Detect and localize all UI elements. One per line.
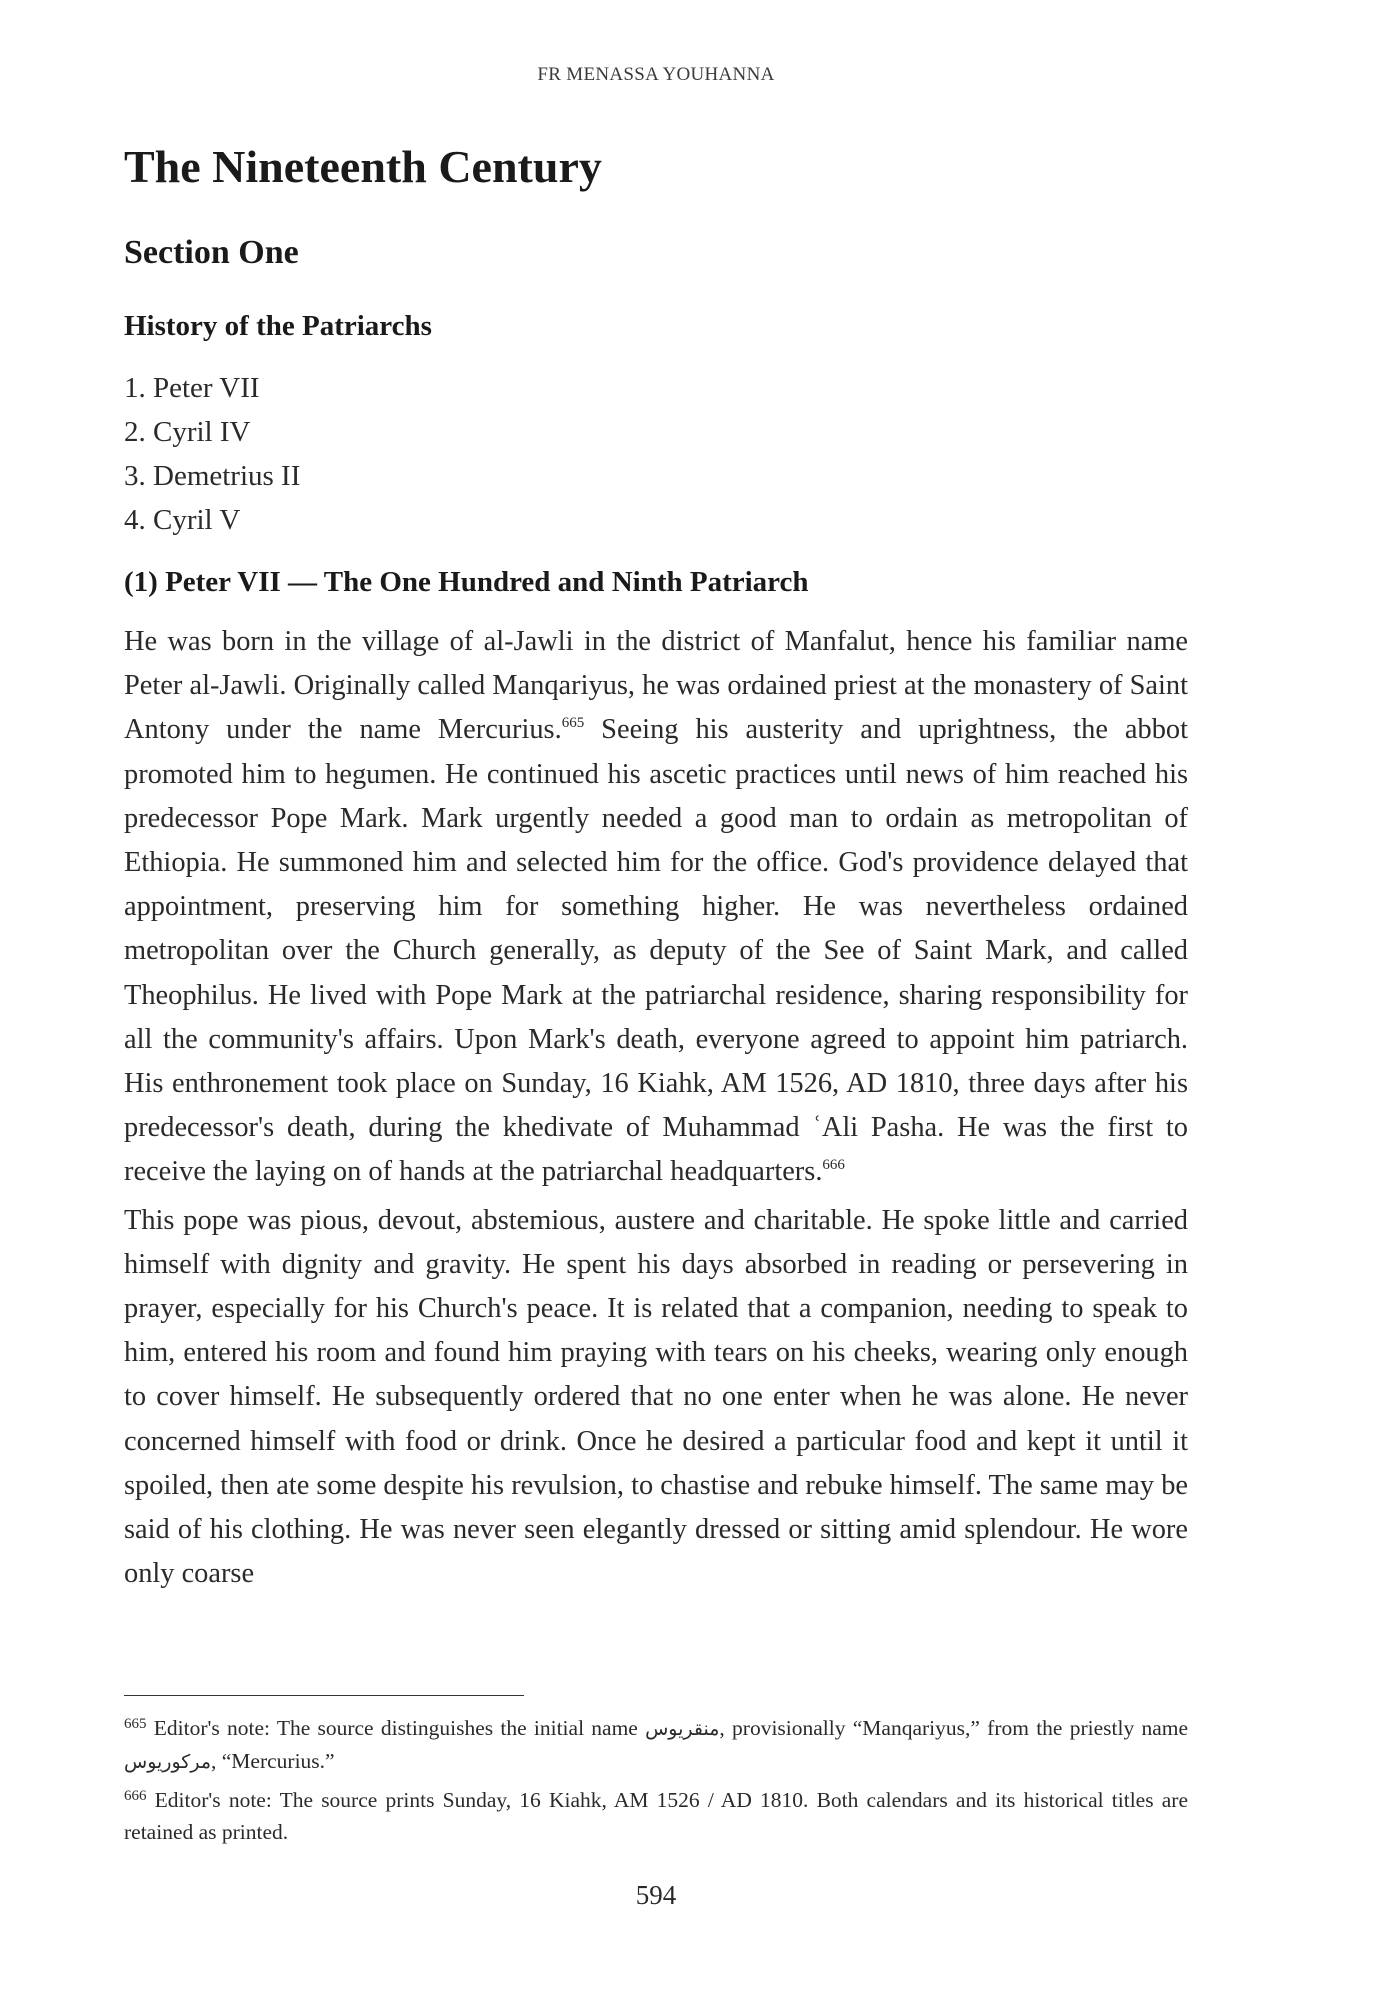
patriarch-list-item: 3. Demetrius II [124,460,301,492]
paragraph-text: He was born in the village of al-Jawli in the district of Manfalut, hence his familiar name Peter al-Jawli. Originally called Manqariyus, he was ordained priest at the monastery of Saint Antony under the name Mercurius. [124,626,1188,746]
page-number: 594 [635,1880,677,1910]
arabic-term: مركوريوس [124,1751,211,1773]
footnote-text: Editor's note: The source prints Sunday, 16 Kiahk, AM 1526 / AD 1810. Both calendars and its historical titles are retained as printed. [124,1788,1188,1844]
chapter-title: The Nineteenth Century [124,141,602,192]
book-page [124,0,1188,2000]
running-head: FR MENASSA YOUHANNA [537,64,775,85]
patriarch-list-item: 1. Peter VII [124,372,260,404]
footnote-divider [124,1695,524,1696]
footnote [124,1784,1188,1848]
footnote-text: , “Mercurius.” [211,1749,335,1773]
footnote [124,1712,1188,1778]
subsection-title: History of the Patriarchs [124,310,432,342]
body-paragraph: This pope was pious, devout, abstemious, austere and charitable. He spoke little and carried himself with dignity and gravity. He spent his days absorbed in reading or persevering in prayer, especially for his Church's peace. It is related that a companion, needing to speak to him, entered his room and found him praying with tears on his cheeks, wearing only enough to cover himself. He subsequently ordered that no one enter when he was alone. He never concerned himself with food or drink. Once he desired a particular food and kept it until it spoiled, then ate some despite his revulsion, to chastise and rebuke himself. The same may be said of his clothing. He was never seen elegantly dressed or sitting amid splendour. He wore only coarse [124,1204,1188,1590]
body-text [124,620,1188,1600]
footnote-text: , provisionally “Manqariyus,” from the priestly name [719,1716,1188,1740]
arabic-term: منقريوس [645,1718,720,1740]
paragraph-text: Seeing his austerity and uprightness, the abbot promoted him to hegumen. He continued his ascetic practices until news of him reached his predecessor Pope Mark. Mark urgently needed a good man to ordain as metropolitan of Ethiopia. He summoned him and selected him for the office. God's providence delayed that appointment, preserving him for something higher. He was nevertheless ordained metropolitan over the Church generally, as deputy of the See of Saint Mark, and called Theophilus. He lived with Pope Mark at the patriarchal residence, sharing responsibility for all the community's affairs. Upon Mark's death, everyone agreed to appoint him patriarch. His enthronement took place on Sunday, 16 Kiahk, AM 1526, AD 1810, three days after his predecessor's death, during the khedivate of Muhammad ʿAli Pasha. He was the first to receive the laying on of hands at the patriarchal headquarters. [124,714,1188,1188]
patriarch-list-item: 2. Cyril IV [124,416,251,448]
footnote-reference[interactable]: 665 [561,715,585,732]
section-title: Section One [124,234,299,271]
footnote-number: 666 [124,1788,147,1804]
footnotes [124,1712,1188,1854]
patriarch-list-item: 4. Cyril V [124,504,241,536]
body-paragraph [124,620,1188,1195]
footnote-text: Editor's note: The source distinguishes the initial name [146,1716,646,1740]
footnote-number: 665 [124,1716,147,1732]
patriarch-list [124,366,300,542]
entry-heading: (1) Peter VII — The One Hundred and Ninth Patriarch [124,566,809,598]
footnote-reference[interactable]: 666 [822,1157,845,1174]
